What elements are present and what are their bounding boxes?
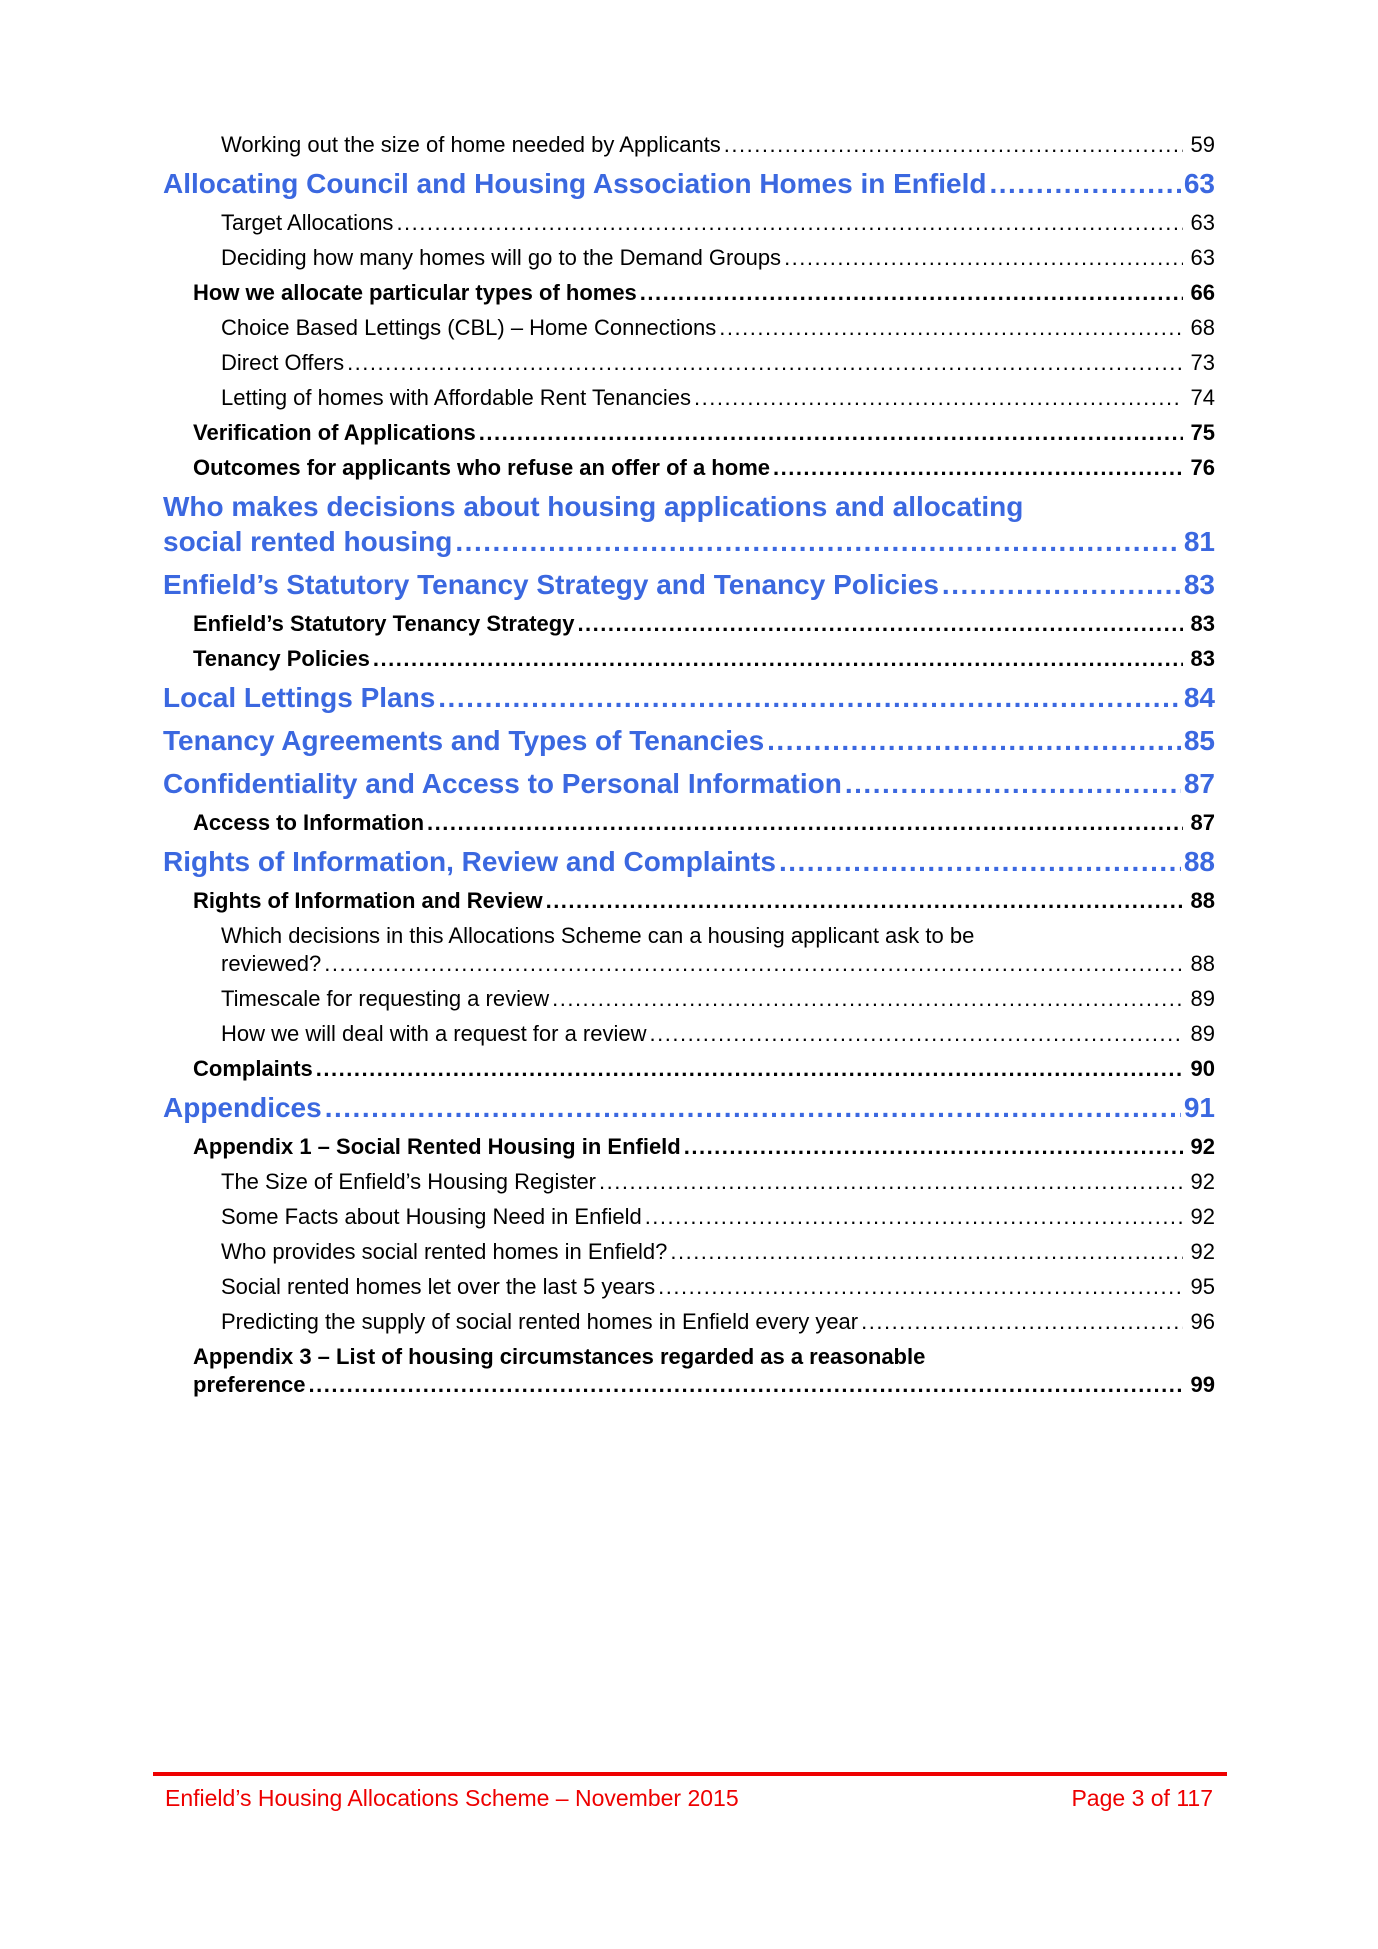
toc-page-number: 87 — [1183, 768, 1215, 799]
toc-entry[interactable] — [193, 809, 1215, 837]
toc-entry[interactable] — [221, 922, 1215, 978]
toc-entry-line — [163, 524, 1215, 559]
toc-leader-dots — [721, 131, 1183, 159]
toc-entry[interactable] — [221, 244, 1215, 272]
toc-leader-dots — [637, 279, 1183, 307]
toc-leader-dots — [655, 1273, 1182, 1301]
toc-leader-dots — [393, 209, 1182, 237]
toc-page-number: 87 — [1190, 810, 1215, 835]
toc-page-number: 89 — [1190, 1021, 1215, 1046]
toc-page-number: 88 — [1190, 951, 1215, 976]
toc-page-number: 88 — [1183, 846, 1215, 877]
toc-leader-dots — [452, 524, 1180, 559]
toc-entry[interactable] — [221, 314, 1215, 342]
toc-entry-text: Letting of homes with Affordable Rent Tenancies — [221, 385, 692, 410]
toc-leader-dots — [842, 766, 1181, 801]
toc-entry-text: Some Facts about Housing Need in Enfield — [221, 1204, 642, 1229]
toc-leader-dots — [435, 680, 1181, 715]
toc-entry-text: Rights of Information and Review — [193, 888, 543, 913]
toc-entry-text: Enfield’s Statutory Tenancy Strategy — [193, 611, 575, 636]
toc-entry-line — [193, 809, 1215, 837]
toc-leader-dots — [476, 419, 1183, 447]
toc-page-number: 75 — [1190, 420, 1215, 445]
toc-leader-dots — [681, 1133, 1183, 1161]
toc-page-number: 99 — [1190, 1372, 1215, 1397]
toc-page-number: 92 — [1190, 1169, 1215, 1194]
toc-leader-dots — [549, 985, 1182, 1013]
toc-leader-dots — [313, 1055, 1183, 1083]
toc-entry-text: Which decisions in this Allocations Scheme can a housing applicant ask to be — [221, 923, 975, 948]
toc-leader-dots — [596, 1168, 1183, 1196]
toc-leader-dots — [716, 314, 1182, 342]
footer-page-indicator: Page 3 of 117 — [1071, 1785, 1213, 1811]
toc-page-number: 73 — [1190, 350, 1215, 375]
toc-page-number: 68 — [1190, 315, 1215, 340]
toc-entry[interactable] — [221, 1168, 1215, 1196]
toc-entry-line — [163, 166, 1215, 201]
toc-entry[interactable] — [193, 645, 1215, 673]
toc-entry[interactable] — [221, 349, 1215, 377]
toc-entry-text: Appendix 1 – Social Rented Housing in Enfield — [193, 1134, 681, 1159]
toc-entry-line — [221, 209, 1215, 237]
toc-entry[interactable] — [163, 1090, 1215, 1125]
footer-text-row — [153, 1776, 1227, 1812]
toc-leader-dots — [781, 244, 1182, 272]
toc-page-number: 88 — [1190, 888, 1215, 913]
toc-entry-text: Access to Information — [193, 810, 425, 835]
toc-leader-dots — [543, 887, 1183, 915]
toc-page-number: 91 — [1183, 1092, 1215, 1123]
toc-leader-dots — [691, 384, 1182, 412]
toc-entry-line — [193, 1133, 1215, 1161]
toc-entry[interactable] — [221, 1273, 1215, 1301]
toc-leader-dots — [370, 645, 1183, 673]
toc-entry-text: preference — [193, 1372, 306, 1397]
toc-leader-dots — [642, 1203, 1183, 1231]
toc-entry-text: Appendix 3 – List of housing circumstances regarded as a reasonable — [193, 1344, 926, 1369]
toc-entry-text: Confidentiality and Access to Personal Information — [163, 768, 842, 799]
toc-entry-line — [221, 131, 1215, 159]
toc-leader-dots — [667, 1238, 1182, 1266]
toc-entry[interactable] — [193, 1133, 1215, 1161]
toc-page-number: 63 — [1183, 168, 1215, 199]
toc-leader-dots — [986, 166, 1180, 201]
toc-entry-line — [163, 567, 1215, 602]
toc-entry-text: The Size of Enfield’s Housing Register — [221, 1169, 597, 1194]
toc-entry-line — [221, 1203, 1215, 1231]
toc-entry-text: reviewed? — [221, 951, 322, 976]
toc-entry[interactable] — [221, 1238, 1215, 1266]
toc-entry-text: Timescale for requesting a review — [221, 986, 550, 1011]
toc-entry[interactable] — [193, 454, 1215, 482]
toc-entry-text: Social rented homes let over the last 5 years — [221, 1274, 656, 1299]
page-footer — [153, 1772, 1227, 1812]
toc-entry-text: Direct Offers — [221, 350, 345, 375]
toc-page-number: 96 — [1190, 1309, 1215, 1334]
toc-entry-text: Target Allocations — [221, 210, 394, 235]
toc-entry[interactable] — [163, 166, 1215, 201]
toc-entry-line — [193, 419, 1215, 447]
toc-page-number: 66 — [1190, 280, 1215, 305]
toc-leader-dots — [776, 844, 1181, 879]
footer-document-title: Enfield’s Housing Allocations Scheme – November 2015 — [165, 1785, 739, 1811]
toc-entry[interactable] — [193, 887, 1215, 915]
toc-entry[interactable] — [163, 489, 1215, 559]
toc-page-number: 83 — [1190, 646, 1215, 671]
toc-entry-line — [221, 314, 1215, 342]
toc-entry-text: Outcomes for applicants who refuse an offer of a home — [193, 455, 770, 480]
toc-leader-dots — [306, 1371, 1183, 1399]
toc-entry-text: Tenancy Agreements and Types of Tenancies — [163, 725, 765, 756]
toc-leader-dots — [574, 610, 1182, 638]
toc-entry[interactable] — [193, 610, 1215, 638]
toc-entry-text: Choice Based Lettings (CBL) – Home Connections — [221, 315, 717, 340]
toc-entry-text: How we allocate particular types of homes — [193, 280, 637, 305]
toc-leader-dots — [344, 349, 1182, 377]
toc-page-number: 63 — [1190, 210, 1215, 235]
toc-entry-text: Verification of Applications — [193, 420, 476, 445]
toc-leader-dots — [322, 1090, 1181, 1125]
toc-entry-line — [163, 1090, 1215, 1125]
toc-entry-text: Who makes decisions about housing applications and allocating — [163, 491, 1024, 522]
toc-entry-line — [163, 723, 1215, 758]
toc-entry[interactable] — [221, 1308, 1215, 1336]
toc-entry-line — [163, 844, 1215, 879]
toc-entry[interactable] — [193, 279, 1215, 307]
toc-page-number: 83 — [1183, 569, 1215, 600]
toc-page-number: 92 — [1190, 1239, 1215, 1264]
toc-entry[interactable] — [221, 209, 1215, 237]
toc-entry-text: Enfield’s Statutory Tenancy Strategy and Tenancy Policies — [163, 569, 939, 600]
toc-page-number: 95 — [1190, 1274, 1215, 1299]
toc-page-number: 74 — [1190, 385, 1215, 410]
toc-page-number: 59 — [1190, 132, 1215, 157]
toc-entry[interactable] — [221, 1020, 1215, 1048]
toc-entry-line — [193, 1371, 1215, 1399]
toc-entry-text: Deciding how many homes will go to the Demand Groups — [221, 245, 782, 270]
toc-entry-text: Who provides social rented homes in Enfield? — [221, 1239, 668, 1264]
toc-leader-dots — [647, 1020, 1183, 1048]
toc-page-number: 85 — [1183, 725, 1215, 756]
toc-entry-line — [221, 384, 1215, 412]
toc-entry[interactable] — [163, 766, 1215, 801]
toc-entry-line — [221, 349, 1215, 377]
toc-entry-text: Appendices — [163, 1092, 322, 1123]
toc-entry-text: social rented housing — [163, 526, 453, 557]
toc-page-number: 81 — [1183, 526, 1215, 557]
toc-entry-line — [193, 887, 1215, 915]
toc-entry-text: Local Lettings Plans — [163, 682, 436, 713]
toc-entry[interactable] — [193, 1055, 1215, 1083]
toc-page-number: 89 — [1190, 986, 1215, 1011]
toc-leader-dots — [939, 567, 1181, 602]
toc-entry[interactable] — [193, 419, 1215, 447]
toc-entry-text: Predicting the supply of social rented homes in Enfield every year — [221, 1309, 859, 1334]
toc-entry-line — [193, 454, 1215, 482]
toc-entry-line — [221, 1168, 1215, 1196]
toc-entry-text: Complaints — [193, 1056, 313, 1081]
toc-page-number: 92 — [1190, 1204, 1215, 1229]
toc-entry-line — [193, 610, 1215, 638]
toc-page-number: 83 — [1190, 611, 1215, 636]
toc-page-number: 76 — [1190, 455, 1215, 480]
toc-entry-text: Allocating Council and Housing Association Homes in Enfield — [163, 168, 987, 199]
toc-entry-line — [193, 279, 1215, 307]
toc-entry-text: Working out the size of home needed by Applicants — [221, 132, 721, 157]
toc-entry-line — [163, 680, 1215, 715]
toc-entry[interactable] — [221, 384, 1215, 412]
toc-page-number: 84 — [1183, 682, 1215, 713]
toc-entry-line — [163, 766, 1215, 801]
toc-entry[interactable] — [221, 1203, 1215, 1231]
toc-entry-line — [221, 950, 1215, 978]
toc-entry[interactable] — [163, 680, 1215, 715]
toc-page-number: 90 — [1190, 1056, 1215, 1081]
toc-entry[interactable] — [163, 844, 1215, 879]
toc-entry-line — [221, 1238, 1215, 1266]
table-of-contents — [163, 131, 1215, 1406]
toc-page-number: 63 — [1190, 245, 1215, 270]
toc-entry-line — [221, 1020, 1215, 1048]
toc-entry[interactable] — [221, 131, 1215, 159]
toc-entry[interactable] — [163, 567, 1215, 602]
toc-entry[interactable] — [193, 1343, 1215, 1399]
toc-entry-line — [221, 1273, 1215, 1301]
toc-entry-text: How we will deal with a request for a review — [221, 1021, 647, 1046]
toc-leader-dots — [858, 1308, 1182, 1336]
toc-leader-dots — [764, 723, 1181, 758]
toc-entry[interactable] — [163, 723, 1215, 758]
toc-entry-text: Tenancy Policies — [193, 646, 370, 671]
toc-leader-dots — [424, 809, 1182, 837]
toc-page-number: 92 — [1190, 1134, 1215, 1159]
toc-entry-text: Rights of Information, Review and Complaints — [163, 846, 776, 877]
toc-leader-dots — [770, 454, 1183, 482]
toc-entry-line — [193, 1055, 1215, 1083]
toc-entry-line — [221, 244, 1215, 272]
toc-leader-dots — [321, 950, 1182, 978]
toc-entry[interactable] — [221, 985, 1215, 1013]
toc-entry-line — [221, 985, 1215, 1013]
toc-entry-line — [221, 1308, 1215, 1336]
toc-entry-line — [193, 645, 1215, 673]
